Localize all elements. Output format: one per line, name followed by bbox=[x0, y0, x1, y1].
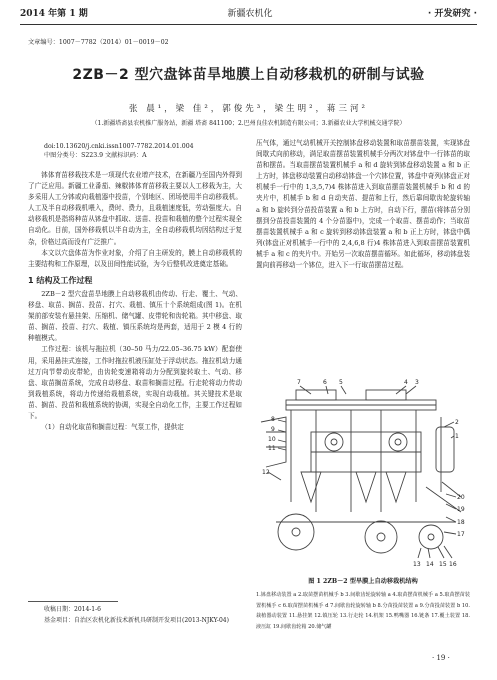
callout-10: 10 bbox=[268, 436, 276, 443]
section-paragraph-3: （1）自动化取苗和搁苗过程：气泵工作，提供定 bbox=[41, 423, 184, 432]
page-number: · 19 · bbox=[432, 654, 450, 662]
callout-4: 4 bbox=[404, 379, 408, 386]
callout-11: 11 bbox=[268, 445, 276, 452]
callout-15: 15 bbox=[439, 561, 447, 568]
callout-16: 16 bbox=[449, 561, 457, 568]
intro-paragraph-1: 钵体育苗移栽技术是一项现代农业增产技术，在新疆乃至国内外得到了广泛应用。新疆工业番茄、辣椒钵体育苗移栽主要以人工移栽为主，大多采用人工分钵或向栽植器中投苗，个别地区、团场使用半自动移栽机。人工及半自动移栽机喂入，费时、费力，且栽植速度低，劳动强度大。自动移栽机是指将种苗从钵盘中抓取、送苗、投苗和栽植的整个过程实现全自动化。目前，国外移栽机以半自动为主，全自动移栽机均因结构过于复杂，价格过高而没有广泛推广。 bbox=[28, 171, 242, 246]
fund-info: 基金项目：自治区农机化新技术新机具研制开发项目(2013-NJKY-04) bbox=[44, 617, 229, 624]
issue-label: 2014 年第 1 期 bbox=[20, 9, 88, 19]
callout-7: 7 bbox=[297, 379, 301, 386]
callout-9: 9 bbox=[271, 426, 275, 433]
callout-6: 6 bbox=[323, 379, 327, 386]
callout-1: 1 bbox=[455, 433, 459, 440]
journal-name: 新疆农机化 bbox=[227, 9, 273, 19]
section-heading: 1 结构及工作过程 bbox=[28, 275, 93, 285]
author-list: 张 晨¹，梁 佳²，郭俊先³，梁生明²，蒋三河² bbox=[129, 104, 368, 114]
transplanter-figure bbox=[256, 372, 470, 572]
callout-12: 12 bbox=[262, 469, 270, 476]
callout-8: 8 bbox=[271, 416, 275, 423]
affiliation: （1.新疆塔斋县农机推广服务站，新疆 塔斋 841100；2.巴州良佳农机制造有限公司；3.新疆农业大学机械交通学院） bbox=[91, 120, 406, 127]
header-rule bbox=[20, 24, 477, 25]
callout-19: 19 bbox=[457, 506, 465, 513]
figure-legend: 1.钵盘移动装置 a 2.取苗摆苗机械手 b 3.间歇齿轮旋转轴 a 4.取苗摆苗机械手 a 5.取苗摆苗装置机械手 c 6.取苗摆苗机械手 d 7.间歇齿轮旋转轴 b 8.分苗投苗装置 a 9.分苗投苗装置 b 10.栽植器动装置 11.悬挂架 12.镇压轮 13.行走轮 14.机架 15.鸭嘴器 16.链条 17.覆土装置 18.液压缸 19.间歇齿轮箱 20.储气罐 bbox=[256, 592, 470, 630]
figure-caption: 图 1 2ZB－2 型旱膜上自动移栽机结构 bbox=[308, 578, 418, 585]
section-paragraph-2: 工作过程：该机与拖拉机（30–50 马力/22.05–36.75 kW）配套使用，采用悬挂式连接，工作时拖拉机液压缸处于浮动状态。拖拉机动力通过万向节带动皮带轮，由齿轮变速箱将动力分配到旋转取土、气动、移盘、取苗搁苗系统，完成自动移盘、取苗和搁苗过程。行走轮将动力传动到栽植系统，将动力传递给栽植系统，实现自动栽植。其关键技术是取苗、搁苗、投苗和栽植系统的协调，实现全自动化工作，主要工作过程如下。 bbox=[28, 345, 242, 420]
doi: doi:10.13620/j.cnki.issn1007-7782.2014.01.004 bbox=[44, 143, 194, 150]
callout-5: 5 bbox=[339, 379, 343, 386]
left-column bbox=[28, 170, 242, 433]
callout-3: 3 bbox=[415, 379, 419, 386]
intro-paragraph-2: 本文以穴盘体苗为作业对象，介绍了自主研发的，膜上自动移栽机的主要结构和工作原理，以及田间性能试验，为今后整机改进奠定基础。 bbox=[28, 248, 242, 268]
right-paragraph-1: 压气体，通过气动机械开关控制钵盘移动装置和取苗摆苗装置，实现钵盘间歇式向前移动，满足取苗摆苗装置机械手分两次对钵盘中一行钵苗的取苗和摆苗。当取苗摆苗装置机械手 a 和 d 旋转到钵盘移动装置 a 和 b 正上方时，钵盘移动装置自动移动钵盘一个穴钵位置，钵盘中奇列(钵盘正对机械手一行中的 1,3,5,7)4 株钵苗进入到取苗摆苗装置机械手 b 和 d 的夹片中，机械手 b 和 d 自动夹苗、提苗和上行，然后靠间歇齿轮旋转轴 a 和 b 旋转到分苗投苗装置 a 和 b 上方时，自动下行，摆苗(将钵苗分别摆到分苗投苗装置的 4 个分苗器中)，完成一个取苗、摆苗动作；当取苗摆苗装置机械手 a 和 c 旋转到移动钵盘装置 a 和 b 正上方时，钵盘中偶列(钵盘正对机械手一行中的 2,4,6,8 行)4 株钵苗进入到取苗摆苗装置机械手 a 和 c 的夹片中。开始另一次取苗摆苗循环。如此循环，移动钵盘装置向前再移动一个钵位，进入下一行取苗摆苗过程。 bbox=[256, 139, 470, 270]
callout-14: 14 bbox=[426, 561, 434, 568]
section-label: · 开发研究 · bbox=[427, 9, 477, 19]
article-id: 文章编号：1007－7782（2014）01－0019－02 bbox=[28, 39, 169, 46]
machine-drawing bbox=[261, 386, 461, 558]
callout-13: 13 bbox=[413, 561, 421, 568]
callout-17: 17 bbox=[457, 531, 465, 538]
callout-20: 20 bbox=[457, 494, 465, 501]
received-date: 收稿日期：2014-1-6 bbox=[44, 606, 101, 613]
footnote-rule bbox=[28, 601, 118, 602]
classification: 中图分类号：S223.9 文献标识码：A bbox=[44, 152, 147, 159]
callout-18: 18 bbox=[457, 519, 465, 526]
section-paragraph-1: 2ZB－2 型穴盘苗旱地膜上自动移栽机由传动、行走、覆土、气动、移盘、取苗、搁苗、投苗、打穴、栽植、镇压十个系统组成(图 1)。在机架前部安装有悬挂架、压缩机、储气罐、皮带轮和齿轮箱。其中移盘、取苗、搁苗、投苗、打穴、栽植、镇压系统均是两套，适用于 2 模 4 行的种植模式。 bbox=[28, 289, 242, 343]
right-column bbox=[256, 138, 470, 271]
running-header bbox=[20, 6, 477, 22]
callout-2: 2 bbox=[455, 419, 459, 426]
article-title: 2ZB－2 型穴盘钵苗旱地膜上自动移栽机的研制与试验 bbox=[72, 67, 425, 83]
